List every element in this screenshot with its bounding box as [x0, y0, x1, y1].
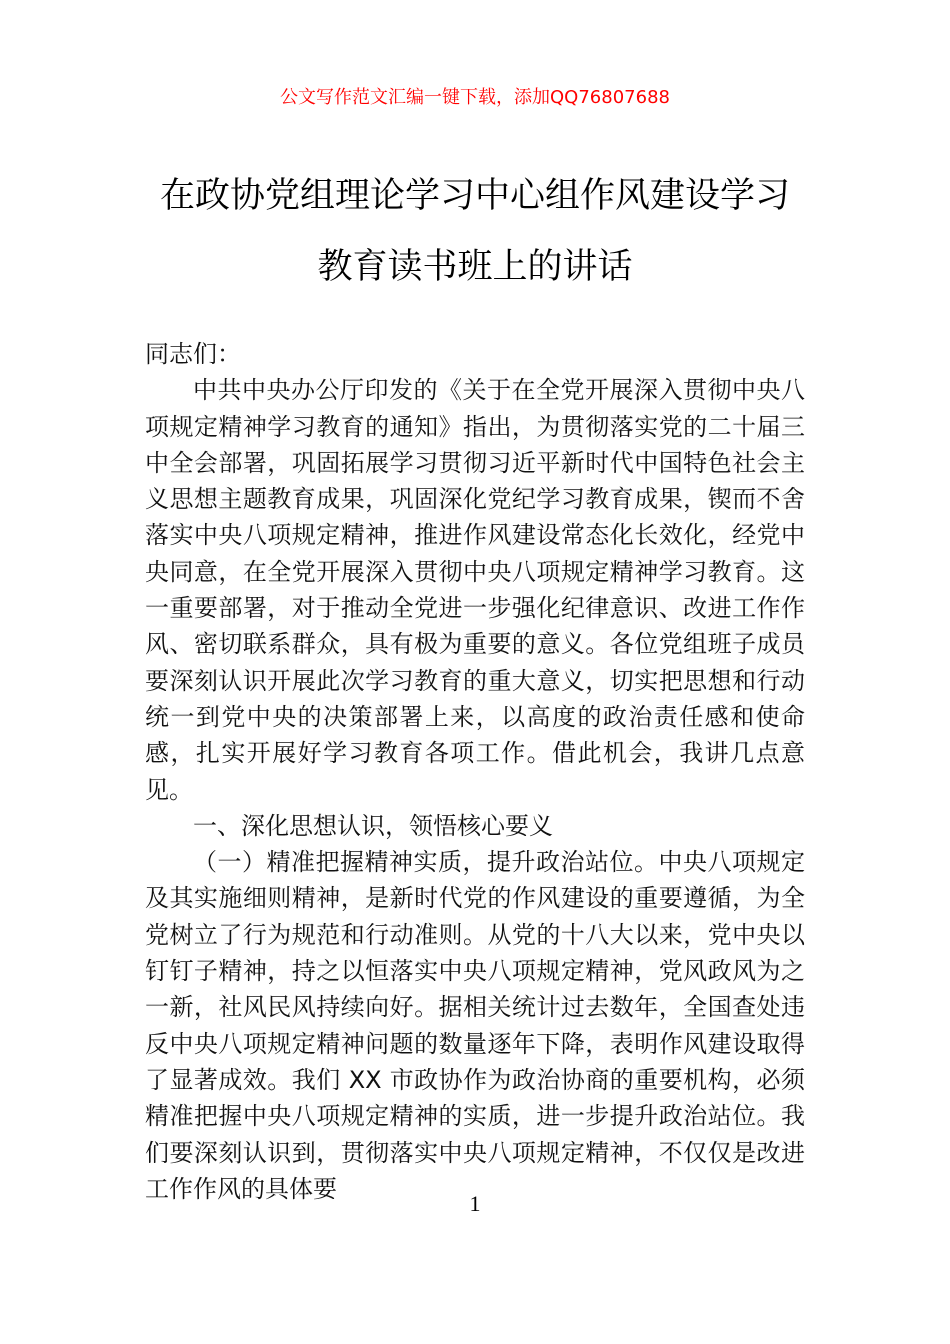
salutation: 同志们： [145, 340, 241, 368]
page-number: 1 [469, 1191, 481, 1216]
document-title-line-1: 在政协党组理论学习中心组作风建设学习 [159, 176, 790, 216]
paragraph-subsection-1: （一）精准把握精神实质，提升政治站位。中央八项规定及其实施细则精神，是新时代党的作风建设的重要遵循，为全党树立了行为规范和行动准则。从党的十八大以来，党中央以钉钉子精神，持之以恒落实中央八项规定精神，党风政风为之一新，社风民风持续向好。据相关统计过去数年，全国查处违反中央八项规定精神问题的数量逐年下降，表明作风建设取得了显著成效。我们 XX 市政协作为政治协商的重要机构，必须精准把握中央八项规定精神的实质，进一步提升政治站位。我们要深刻认识到，贯彻落实中央八项规定精神，不仅仅是改进工作作风的具体要 [145, 848, 805, 1203]
document-title-line-2: 教育读书班上的讲话 [317, 247, 633, 287]
paragraph-intro: 中共中央办公厅印发的《关于在全党开展深入贯彻中央八项规定精神学习教育的通知》指出，为贯彻落实党的二十届三中全会部署，巩固拓展学习贯彻习近平新时代中国特色社会主义思想主题教育成果，巩固深化党纪学习教育成果，锲而不舍落实中央八项规定精神，推进作风建设常态化长效化，经党中央同意，在全党开展深入贯彻中央八项规定精神学习教育。这一重要部署，对于推动全党进一步强化纪律意识、改进工作作风、密切联系群众，具有极为重要的意义。各位党组班子成员要深刻认识开展此次学习教育的重大意义，切实把思想和行动统一到党中央的决策部署上来，以高度的政治责任感和使命感，扎实开展好学习教育各项工作。借此机会，我讲几点意见。 [145, 376, 805, 804]
section-heading-1: 一、深化思想认识，领悟核心要义 [193, 811, 553, 840]
document-body [145, 336, 805, 1207]
header-download-note: 公文写作范文汇编一键下载，添加QQ76807688 [280, 87, 670, 108]
